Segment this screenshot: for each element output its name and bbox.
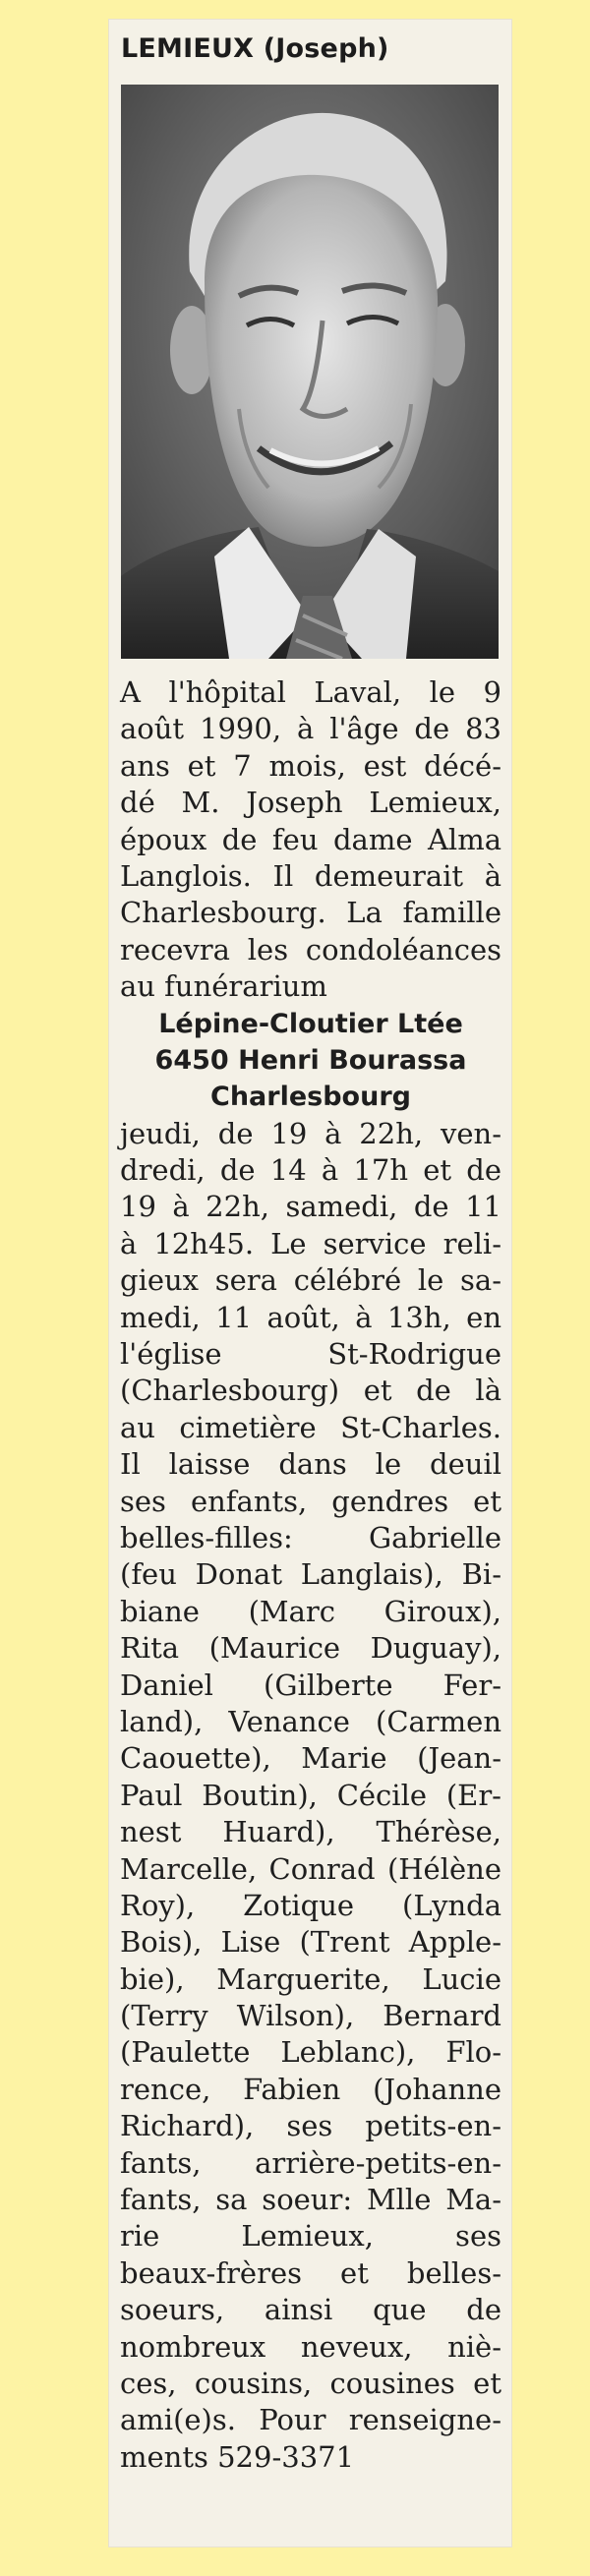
portrait-image — [121, 85, 499, 659]
text-line: gieux sera célébré le sa- — [120, 1263, 502, 1298]
text-line: A l'hôpital Laval, le 9 — [120, 675, 502, 709]
text-line: ses enfants, gendres et — [120, 1484, 502, 1518]
text-line: fants, arrière-petits-en- — [120, 2145, 502, 2180]
text-line: fants, sa soeur: Mlle Ma- — [120, 2183, 502, 2217]
text-line: au cimetière St-Charles. — [120, 1410, 502, 1444]
text-line: (feu Donat Langlais), Bi- — [120, 1557, 502, 1592]
text-line: Lépine-Cloutier Ltée — [158, 1008, 463, 1039]
text-line: l'église St-Rodrigue — [120, 1337, 502, 1372]
text-line: Daniel (Gilberte Fer- — [120, 1668, 502, 1702]
text-line: ments 529-3371 — [120, 2439, 355, 2474]
text-line: beaux-frères et belles- — [120, 2255, 502, 2290]
text-line: Paul Boutin), Cécile (Er- — [120, 1778, 502, 1812]
obituary-text — [120, 674, 502, 2476]
text-line: dé M. Joseph Lemieux, — [120, 786, 502, 820]
text-line: Charlesbourg. La famille — [120, 896, 502, 930]
text-line: 6450 Henri Bourassa — [154, 1044, 467, 1076]
text-line: Il laisse dans le deuil — [120, 1447, 502, 1482]
text-line: land), Venance (Carmen — [120, 1704, 502, 1738]
text-line: (Paulette Leblanc), Flo- — [120, 2035, 502, 2070]
text-line: biane (Marc Giroux), — [120, 1594, 502, 1628]
text-line: medi, 11 août, à 13h, en — [120, 1300, 502, 1334]
text-line: époux de feu dame Alma — [120, 822, 502, 856]
text-line: au funérarium — [120, 969, 327, 1004]
text-line: nombreux neveux, niè- — [120, 2329, 502, 2364]
text-line: Richard), ses petits-en- — [120, 2109, 502, 2143]
text-line: Rita (Maurice Duguay), — [120, 1631, 502, 1666]
text-line: nest Huard), Thérèse, — [120, 1815, 502, 1849]
text-line: Marcelle, Conrad (Hélène — [120, 1851, 502, 1886]
text-line: ans et 7 mois, est décé- — [120, 748, 502, 783]
text-line: (Charlesbourg) et de là — [120, 1374, 502, 1408]
obituary-heading: LEMIEUX (Joseph) — [121, 33, 389, 64]
obituary-clipping — [109, 20, 511, 2547]
text-line: ami(e)s. Pour renseigne- — [120, 2403, 502, 2437]
text-line: Charlesbourg — [210, 1082, 411, 1113]
text-line: dredi, de 14 à 17h et de — [120, 1153, 502, 1188]
text-line: belles-filles: Gabrielle — [120, 1520, 502, 1554]
text-line: jeudi, de 19 à 22h, ven- — [120, 1116, 502, 1150]
text-line: recevra les condoléances — [120, 932, 502, 966]
text-line: (Terry Wilson), Bernard — [120, 1999, 502, 2033]
portrait-photo — [121, 85, 499, 659]
text-line: bie), Marguerite, Lucie — [120, 1961, 502, 1996]
text-line: Bois), Lise (Trent Apple- — [120, 1925, 502, 1960]
text-line: à 12h45. Le service reli- — [120, 1226, 502, 1260]
text-line: rie Lemieux, ses — [120, 2219, 502, 2254]
text-line: soeurs, ainsi que de — [120, 2293, 502, 2327]
text-line: août 1990, à l'âge de 83 — [120, 712, 502, 746]
text-line: 19 à 22h, samedi, de 11 — [120, 1190, 502, 1224]
text-line: ces, cousins, cousines et — [120, 2366, 502, 2400]
text-line: Roy), Zotique (Lynda — [120, 1888, 502, 1922]
text-line: rence, Fabien (Johanne — [120, 2072, 502, 2106]
text-line: Caouette), Marie (Jean- — [120, 1741, 502, 1776]
text-line: Langlois. Il demeurait à — [120, 858, 502, 893]
